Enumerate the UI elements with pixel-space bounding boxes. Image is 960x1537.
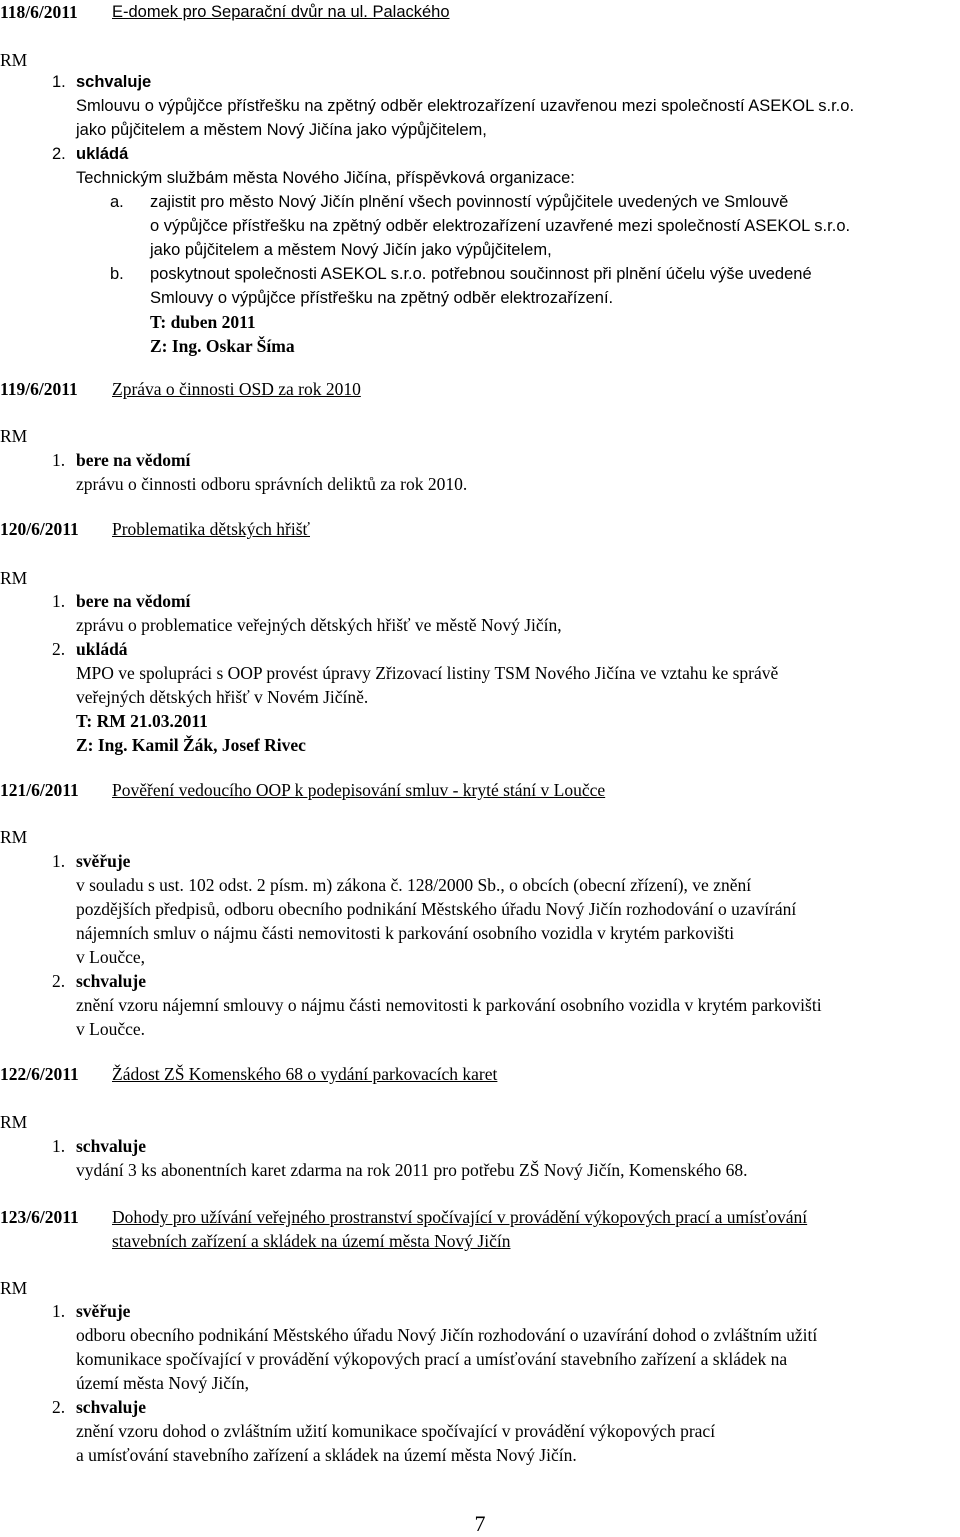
- item-text: komunikace spočívající v provádění výkopových prací a umísťování stavebního zařízení a skládek na: [76, 1349, 788, 1369]
- council-label: RM: [0, 1278, 28, 1298]
- item-text: znění vzoru nájemní smlouvy o nájmu části nemovitosti k parkování osobního vozidla v krytém parkovišti: [76, 995, 822, 1015]
- item-text: v souladu s ust. 102 odst. 2 písm. m) zákona č. 128/2000 Sb., o obcích (obecní zřízení), ve znění: [76, 875, 752, 895]
- page-number: 7: [474, 1511, 486, 1536]
- resolution-title: Zpráva o činnosti OSD za rok 2010: [112, 379, 361, 399]
- item-text: veřejných dětských hřišť v Novém Jičíně.: [76, 687, 369, 707]
- item-text: jako půjčitelem a městem Nový Jičína jako výpůjčitelem,: [76, 121, 487, 139]
- item-verb: svěřuje: [76, 851, 131, 871]
- item-number: 1.: [52, 591, 66, 611]
- item-verb: schvaluje: [76, 1136, 146, 1156]
- item-number: 2.: [52, 639, 66, 659]
- item-text: v Loučce.: [76, 1019, 145, 1039]
- sub-item-text: zajistit pro město Nový Jičín plnění všech povinností výpůjčitele uvedených ve Smlouvě: [150, 193, 789, 211]
- council-label: RM: [0, 568, 28, 588]
- item-verb: schvaluje: [76, 971, 146, 991]
- council-label: RM: [0, 426, 28, 446]
- item-number: 2.: [52, 971, 66, 991]
- item-number: 1.: [52, 1136, 66, 1156]
- resolution-title: Problematika dětských hřišť: [112, 519, 310, 539]
- item-text: nájemních smluv o nájmu části nemovitosti k parkování osobního vozidla v krytém parkovišti: [76, 923, 735, 943]
- resolution-number: 118/6/2011: [0, 2, 78, 22]
- item-verb: bere na vědomí: [76, 450, 191, 470]
- item-number: 1.: [52, 851, 66, 871]
- item-verb: ukládá: [76, 639, 128, 659]
- item-verb: bere na vědomí: [76, 591, 191, 611]
- resolution-number: 119/6/2011: [0, 379, 78, 399]
- resolution-number: 120/6/2011: [0, 519, 79, 539]
- item-text: pozdějších předpisů, odboru obecního podnikání Městského úřadu Nový Jičín rozhodování o uzavírání: [76, 899, 797, 919]
- sub-item-text: o výpůjčce přístřešku na zpětný odběr elektrozařízení uzavřené mezi společností ASEKOL s.r.o.: [150, 217, 851, 235]
- resolution-title: Dohody pro užívání veřejného prostranství spočívající v provádění výkopových prací a umísťování: [112, 1207, 808, 1227]
- resolution-number: 121/6/2011: [0, 780, 79, 800]
- deadline: T: duben 2011: [150, 312, 256, 332]
- item-text: vydání 3 ks abonentních karet zdarma na rok 2011 pro potřebu ZŠ Nový Jičín, Komenského 68.: [76, 1160, 748, 1180]
- item-text: v Loučce,: [76, 947, 145, 967]
- sub-item-letter: a.: [110, 193, 124, 211]
- item-verb: schvaluje: [76, 1397, 146, 1417]
- item-verb: schvaluje: [76, 73, 152, 91]
- item-number: 2.: [52, 1397, 66, 1417]
- item-verb: svěřuje: [76, 1301, 131, 1321]
- item-text: znění vzoru dohod o zvláštním užití komunikace spočívající v provádění výkopových prací: [76, 1421, 716, 1441]
- item-verb: ukládá: [76, 145, 129, 163]
- item-text: Smlouvu o výpůjčce přístřešku na zpětný odběr elektrozařízení uzavřenou mezi společností ASEKOL s.r.o.: [76, 97, 855, 115]
- deadline: T: RM 21.03.2011: [76, 711, 208, 731]
- sub-item-text: poskytnout společnosti ASEKOL s.r.o. potřebnou součinnost při plnění účelu výše uvedené: [150, 265, 812, 283]
- resolution-title: Pověření vedoucího OOP k podepisování smluv - kryté stání v Loučce: [112, 780, 606, 800]
- item-text: území města Nový Jičín,: [76, 1373, 250, 1393]
- item-number: 1.: [52, 450, 66, 470]
- item-number: 2.: [52, 145, 66, 163]
- resolution-title-continued: stavebních zařízení a skládek na území města Nový Jičín: [112, 1231, 511, 1251]
- item-number: 1.: [52, 73, 66, 91]
- item-text: zprávu o problematice veřejných dětských hřišť ve městě Nový Jičín,: [76, 615, 562, 635]
- council-label: RM: [0, 827, 28, 847]
- sub-item-text: jako půjčitelem a městem Nový Jičín jako výpůjčitelem,: [150, 241, 552, 259]
- resolution-number: 123/6/2011: [0, 1207, 79, 1227]
- council-label: RM: [0, 1112, 28, 1132]
- item-text: Technickým službám města Nového Jičína, příspěvková organizace:: [76, 169, 575, 187]
- resolution-title: E-domek pro Separační dvůr na ul. Palackého: [112, 3, 450, 21]
- item-text: odboru obecního podnikání Městského úřadu Nový Jičín rozhodování o uzavírání dohod o zvláštním užití: [76, 1325, 818, 1345]
- item-text: MPO ve spolupráci s OOP provést úpravy Zřizovací listiny TSM Nového Jičína ve vztahu ke správě: [76, 663, 779, 683]
- item-text: zprávu o činnosti odboru správních deliktů za rok 2010.: [76, 474, 468, 494]
- responsible-person: Z: Ing. Kamil Žák, Josef Rivec: [76, 735, 306, 755]
- item-text: a umísťování stavebního zařízení a skládek na území města Nový Jičín.: [76, 1445, 577, 1465]
- responsible-person: Z: Ing. Oskar Šíma: [150, 336, 295, 356]
- resolution-title: Žádost ZŠ Komenského 68 o vydání parkovacích karet: [112, 1064, 498, 1084]
- resolution-number: 122/6/2011: [0, 1064, 79, 1084]
- sub-item-text: Smlouvy o výpůjčce přístřešku na zpětný odběr elektrozařízení.: [150, 289, 614, 307]
- sub-item-letter: b.: [110, 265, 124, 283]
- council-label: RM: [0, 50, 28, 70]
- item-number: 1.: [52, 1301, 66, 1321]
